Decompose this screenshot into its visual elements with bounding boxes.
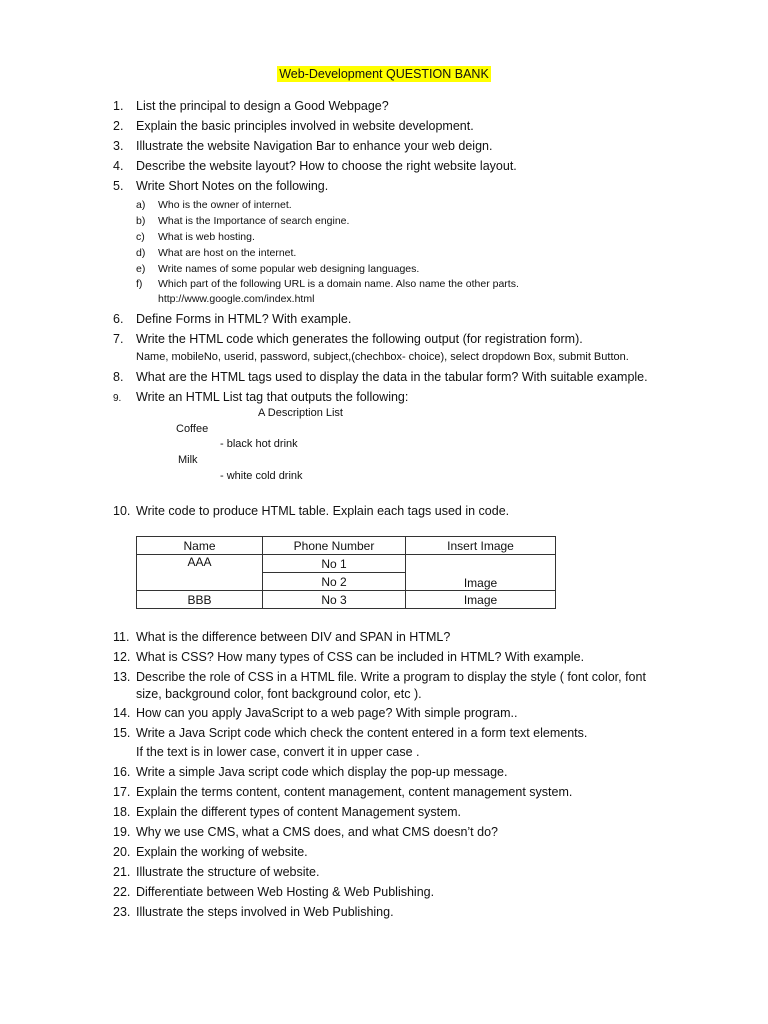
sub-item-text: Which part of the following URL is a domain name. Also name the other parts. <box>158 278 519 290</box>
question-number: 14. <box>113 706 131 720</box>
sub-item-text: What are host on the internet. <box>158 247 297 259</box>
table-cell-image: Image <box>406 555 556 591</box>
question-18 <box>113 804 461 820</box>
question-text: Describe the role of CSS in a HTML file. Write a program to display the style ( font color, font <box>136 670 646 684</box>
question-text: Explain the terms content, content management, content management system. <box>136 785 573 799</box>
question-5 <box>113 178 328 194</box>
question-11 <box>113 629 450 645</box>
description-term-milk: Milk <box>178 454 198 466</box>
question-number: 3. <box>113 139 124 153</box>
sub-item-f <box>136 277 519 291</box>
table-cell-name: AAA <box>137 555 263 591</box>
question-number: 21. <box>113 865 131 879</box>
question-3 <box>113 138 492 154</box>
table-cell-name: BBB <box>137 591 263 609</box>
question-text: What is the difference between DIV and SPAN in HTML? <box>136 630 451 644</box>
question-15 <box>113 725 587 741</box>
sub-item-b <box>136 214 349 228</box>
description-def-coffee: - black hot drink <box>220 438 298 450</box>
question-22 <box>113 884 434 900</box>
question-number: 18. <box>113 805 131 819</box>
question-text: Illustrate the structure of website. <box>136 865 320 879</box>
table-cell-phone: No 3 <box>263 591 406 609</box>
question-13 <box>113 669 646 685</box>
question-9 <box>113 389 408 407</box>
question-number: 20. <box>113 845 131 859</box>
table-header-name: Name <box>137 537 263 555</box>
sub-item-e <box>136 262 419 276</box>
question-text: Why we use CMS, what a CMS does, and what CMS doesn’t do? <box>136 825 498 839</box>
question-1 <box>113 98 389 114</box>
example-url: http://www.google.com/index.html <box>158 293 315 305</box>
question-text: Write a Java Script code which check the content entered in a form text elements. <box>136 726 588 740</box>
question-15-continuation: If the text is in lower case, convert it in upper case . <box>136 745 420 759</box>
sub-item-d <box>136 246 296 260</box>
question-text: Illustrate the website Navigation Bar to enhance your web deign. <box>136 139 493 153</box>
question-21 <box>113 864 319 880</box>
question-16 <box>113 764 507 780</box>
question-text: How can you apply JavaScript to a web page? With simple program.. <box>136 706 518 720</box>
question-text: What are the HTML tags used to display the data in the tabular form? With suitable example. <box>136 370 648 384</box>
sample-table <box>136 536 556 609</box>
sub-item-c <box>136 230 255 244</box>
question-7 <box>113 331 583 347</box>
question-text: Describe the website layout? How to choose the right website layout. <box>136 159 517 173</box>
question-number: 5. <box>113 179 124 193</box>
sub-item-letter: e) <box>136 263 146 275</box>
question-6 <box>113 311 351 327</box>
question-number: 19. <box>113 825 131 839</box>
description-list-heading: A Description List <box>258 407 343 419</box>
question-19 <box>113 824 498 840</box>
page-title-text: Web-Development QUESTION BANK <box>279 67 489 81</box>
question-text: Write Short Notes on the following. <box>136 179 329 193</box>
question-text: Differentiate between Web Hosting & Web Publishing. <box>136 885 435 899</box>
table-row <box>137 591 556 609</box>
table-cell-image: Image <box>406 591 556 609</box>
question-2 <box>113 118 474 134</box>
question-number: 4. <box>113 159 124 173</box>
question-number: 2. <box>113 119 124 133</box>
question-12 <box>113 649 584 665</box>
sub-item-letter: c) <box>136 231 145 243</box>
question-number: 6. <box>113 312 124 326</box>
question-text: Write the HTML code which generates the following output (for registration form). <box>136 332 583 346</box>
question-number: 9. <box>113 393 122 404</box>
question-10 <box>113 503 509 519</box>
table-cell-phone: No 2 <box>263 573 406 591</box>
question-number: 23. <box>113 905 131 919</box>
question-number: 8. <box>113 370 124 384</box>
question-number: 10. <box>113 504 131 518</box>
sub-item-text: Write names of some popular web designing languages. <box>158 263 420 275</box>
question-17 <box>113 784 572 800</box>
question-number: 11. <box>113 630 130 644</box>
question-14 <box>113 705 517 721</box>
question-number: 12. <box>113 650 131 664</box>
description-def-milk: - white cold drink <box>220 470 303 482</box>
sub-item-letter: d) <box>136 247 146 259</box>
question-text: Explain the working of website. <box>136 845 308 859</box>
sub-item-letter: a) <box>136 199 146 211</box>
question-text: Write a simple Java script code which display the pop-up message. <box>136 765 508 779</box>
sub-item-text: Who is the owner of internet. <box>158 199 292 211</box>
question-number: 22. <box>113 885 131 899</box>
table-row <box>137 555 556 573</box>
question-text: Write an HTML List tag that outputs the following: <box>136 390 409 404</box>
question-text: Explain the basic principles involved in website development. <box>136 119 474 133</box>
question-number: 17. <box>113 785 131 799</box>
table-header-row <box>137 537 556 555</box>
question-text: List the principal to design a Good Webpage? <box>136 99 389 113</box>
description-term-coffee: Coffee <box>176 423 209 435</box>
sub-item-text: What is the Importance of search engine. <box>158 215 350 227</box>
table-cell-phone: No 1 <box>263 555 406 573</box>
question-13-continuation: size, background color, font background color, etc ). <box>136 687 422 701</box>
question-text: Write code to produce HTML table. Explain each tags used in code. <box>136 504 510 518</box>
sub-item-text: What is web hosting. <box>158 231 255 243</box>
question-number: 7. <box>113 332 124 346</box>
question-number: 13. <box>113 670 131 684</box>
table-header-phone: Phone Number <box>263 537 406 555</box>
sub-item-letter: b) <box>136 215 146 227</box>
question-23 <box>113 904 394 920</box>
question-4 <box>113 158 517 174</box>
sub-item-a <box>136 198 292 212</box>
question-7-fields: Name, mobileNo, userid, password, subject,(chechbox- choice), select dropdown Box, submit Button. <box>136 351 629 363</box>
page-title <box>0 66 768 82</box>
question-text: Illustrate the steps involved in Web Publishing. <box>136 905 394 919</box>
question-text: What is CSS? How many types of CSS can be included in HTML? With example. <box>136 650 585 664</box>
question-20 <box>113 844 308 860</box>
question-text: Explain the different types of content Management system. <box>136 805 461 819</box>
table-header-image: Insert Image <box>406 537 556 555</box>
question-number: 16. <box>113 765 131 779</box>
question-8 <box>113 369 648 385</box>
sub-item-letter: f) <box>136 278 143 290</box>
question-number: 15. <box>113 726 131 740</box>
question-number: 1. <box>113 99 124 113</box>
question-text: Define Forms in HTML? With example. <box>136 312 352 326</box>
